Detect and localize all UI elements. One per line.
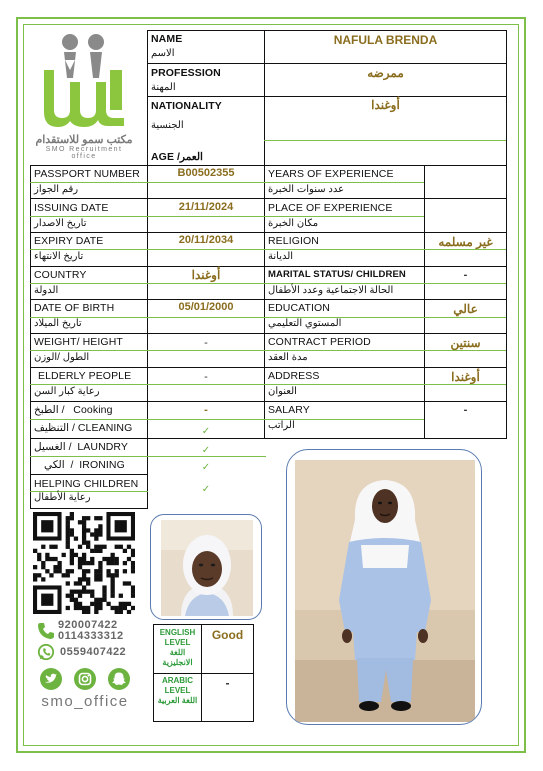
english-level-label <box>154 628 201 668</box>
laundry-check-icon: ✓ <box>201 445 211 456</box>
right-row-label: RELIGION <box>268 235 319 247</box>
left-row-value: 05/01/2000 <box>178 301 234 313</box>
brand-logo <box>34 30 134 162</box>
right-row-label-ar: عدد سنوات الخبرة <box>268 184 345 195</box>
grid-line <box>264 249 506 250</box>
left-row-label-ar: تاريخ الاصدار <box>34 218 87 229</box>
right-row-label: PLACE OF EXPERIENCE <box>268 202 393 214</box>
left-row-label: COUNTRY <box>34 269 87 281</box>
right-row-value: - <box>463 269 468 281</box>
logo-mark-icon <box>34 30 134 130</box>
nationality-label: NATIONALITY <box>151 100 222 112</box>
grid-line <box>30 508 148 509</box>
left-row-label: DATE OF BIRTH <box>34 302 115 314</box>
grid-line <box>30 299 507 300</box>
whatsapp-icon <box>37 643 55 661</box>
contact-phones <box>36 619 136 643</box>
right-row-label-ar: مدة العقد <box>268 352 308 363</box>
right-row-label-ar: الديانة <box>268 251 294 262</box>
nationality-label-ar: الجنسية <box>151 120 184 131</box>
grid-line <box>264 216 424 217</box>
arabic-level-label-ar: اللغة العربية <box>157 696 198 705</box>
grid-line <box>30 384 266 385</box>
left-row-label-ar: رعاية كبار السن <box>34 386 100 397</box>
grid-line <box>30 232 507 233</box>
cooking-label: الطبخ / Cooking <box>34 404 113 416</box>
grid-line <box>264 30 265 438</box>
right-row-label-ar: المستوي التعليمي <box>268 318 342 329</box>
left-row-value: B00502355 <box>177 167 235 179</box>
grid-line <box>30 401 507 402</box>
arabic-level-value: - <box>225 676 230 690</box>
english-level-label-en: ENGLISH LEVEL <box>159 628 196 647</box>
right-row-label: ADDRESS <box>268 370 320 382</box>
profession-value: ممرضه <box>367 66 404 80</box>
cleaning-label: التنظيف / CLEANING <box>34 422 133 434</box>
right-row-label-ar: الراتب <box>268 420 295 431</box>
grid-line <box>147 30 507 31</box>
left-row-label: PASSPORT NUMBER <box>34 168 140 180</box>
grid-line <box>30 198 507 199</box>
name-label: NAME <box>151 33 183 45</box>
left-row-label-ar: تاريخ الميلاد <box>34 318 82 329</box>
grid-line <box>30 350 266 351</box>
grid-line <box>30 474 148 475</box>
grid-line <box>30 283 266 284</box>
full-body-photo-image <box>287 450 482 725</box>
english-level-value: Good <box>211 628 244 642</box>
social-handle: smo_office <box>41 693 129 710</box>
cooking-label-en: Cooking <box>73 404 113 416</box>
grid-line <box>30 216 266 217</box>
language-table <box>153 624 254 722</box>
grid-line <box>30 249 266 250</box>
arabic-level-label-en: ARABIC LEVEL <box>161 676 194 695</box>
name-value: NAFULA BRENDA <box>333 33 438 47</box>
portrait-photo <box>150 514 262 620</box>
left-row-label: WEIGHT/ HEIGHT <box>34 336 123 348</box>
laundry-label: الغسيل / LAUNDRY <box>34 441 129 453</box>
right-row-value: غير مسلمه <box>438 235 493 249</box>
right-row-label: CONTRACT PERIOD <box>268 336 371 348</box>
cleaning-label-en: CLEANING <box>77 422 133 434</box>
cooking-value: - <box>204 404 208 416</box>
portrait-photo-image <box>151 515 262 620</box>
grid-line <box>30 333 507 334</box>
name-label-ar: الاسم <box>151 48 175 59</box>
snapchat-icon[interactable] <box>108 668 130 690</box>
grid-line <box>30 266 507 267</box>
instagram-icon[interactable] <box>74 668 96 690</box>
right-row-label: YEARS OF EXPERIENCE <box>268 168 394 180</box>
right-row-value: - <box>463 404 468 416</box>
nationality-value: أوغندا <box>371 98 400 112</box>
grid-line <box>264 350 506 351</box>
right-row-label-ar: العنوان <box>268 386 297 397</box>
grid-line <box>30 367 507 368</box>
grid-line <box>264 140 506 141</box>
left-row-label-ar: الدولة <box>34 285 59 296</box>
left-row-label: ISSUING DATE <box>34 202 109 214</box>
left-row-label: EXPIRY DATE <box>34 235 104 247</box>
left-row-label-ar: الطول /الوزن <box>34 352 90 363</box>
children-label-ar: رعاية الأطفال <box>34 492 91 503</box>
left-row-value: - <box>204 371 208 383</box>
phone-number-2[interactable]: 0114333312 <box>58 630 124 642</box>
social-icons <box>40 668 132 690</box>
grid-line <box>506 30 507 438</box>
profession-label: PROFESSION <box>151 67 221 79</box>
contact-whatsapp <box>36 643 136 663</box>
cleaning-check-icon: ✓ <box>201 426 211 437</box>
ironing-label: الكي / IRONING <box>44 459 125 471</box>
brand-name-ar: مكتب سمو للاستقدام <box>35 134 133 146</box>
twitter-icon[interactable] <box>40 668 62 690</box>
english-level-label-ar: اللغة الانجليزية <box>162 648 193 667</box>
whatsapp-number[interactable]: 0559407422 <box>60 646 127 658</box>
ironing-label-ar: الكي <box>44 459 65 471</box>
ironing-check-icon: ✓ <box>201 462 211 473</box>
phone-number-1[interactable]: 920007422 <box>58 619 118 631</box>
phone-icon <box>36 621 56 641</box>
right-row-label: EDUCATION <box>268 302 330 314</box>
right-row-value: أوغندا <box>451 370 480 384</box>
left-row-label-ar: رقم الجواز <box>34 184 79 195</box>
grid-line <box>30 419 266 420</box>
right-row-value: عالي <box>453 302 478 316</box>
grid-line <box>147 96 507 97</box>
grid-line <box>30 456 266 457</box>
right-row-label: MARITAL STATUS/ CHILDREN <box>268 269 406 280</box>
ironing-label-en: IRONING <box>79 459 125 471</box>
children-check-icon: ✓ <box>201 484 211 495</box>
right-row-label: SALARY <box>268 404 310 416</box>
left-row-value: 21/11/2024 <box>178 201 234 213</box>
left-row-label-ar: تاريخ الانتهاء <box>34 251 84 262</box>
grid-line <box>30 182 266 183</box>
cleaning-label-ar: التنظيف <box>34 422 70 434</box>
left-row-label: ELDERLY PEOPLE <box>38 370 132 382</box>
right-row-label-ar: مكان الخبرة <box>268 218 319 229</box>
right-row-label-ar: الحالة الاجتماعية وعدد الأطفال <box>268 285 394 296</box>
profession-label-ar: المهنة <box>151 82 176 93</box>
laundry-label-ar: الغسيل <box>34 441 66 453</box>
right-row-value: سنتين <box>450 336 481 350</box>
grid-line <box>264 182 424 183</box>
full-body-photo <box>286 449 482 725</box>
grid-line <box>264 384 506 385</box>
qr-code <box>33 512 135 614</box>
grid-line <box>147 63 507 64</box>
left-row-value: أوغندا <box>191 268 221 282</box>
laundry-label-en: LAUNDRY <box>77 441 129 453</box>
arabic-level-label <box>154 676 201 706</box>
children-label: HELPING CHILDREN <box>34 478 139 490</box>
grid-line <box>30 438 507 439</box>
left-row-value: 20/11/2034 <box>178 234 234 246</box>
grid-line <box>264 283 506 284</box>
cooking-label-ar: الطبخ <box>34 404 59 416</box>
age-label: العمر/ AGE <box>151 151 203 163</box>
brand-name-en: SMO Recruitment office <box>45 146 123 160</box>
left-row-value: - <box>204 337 208 349</box>
grid-line <box>30 165 507 166</box>
